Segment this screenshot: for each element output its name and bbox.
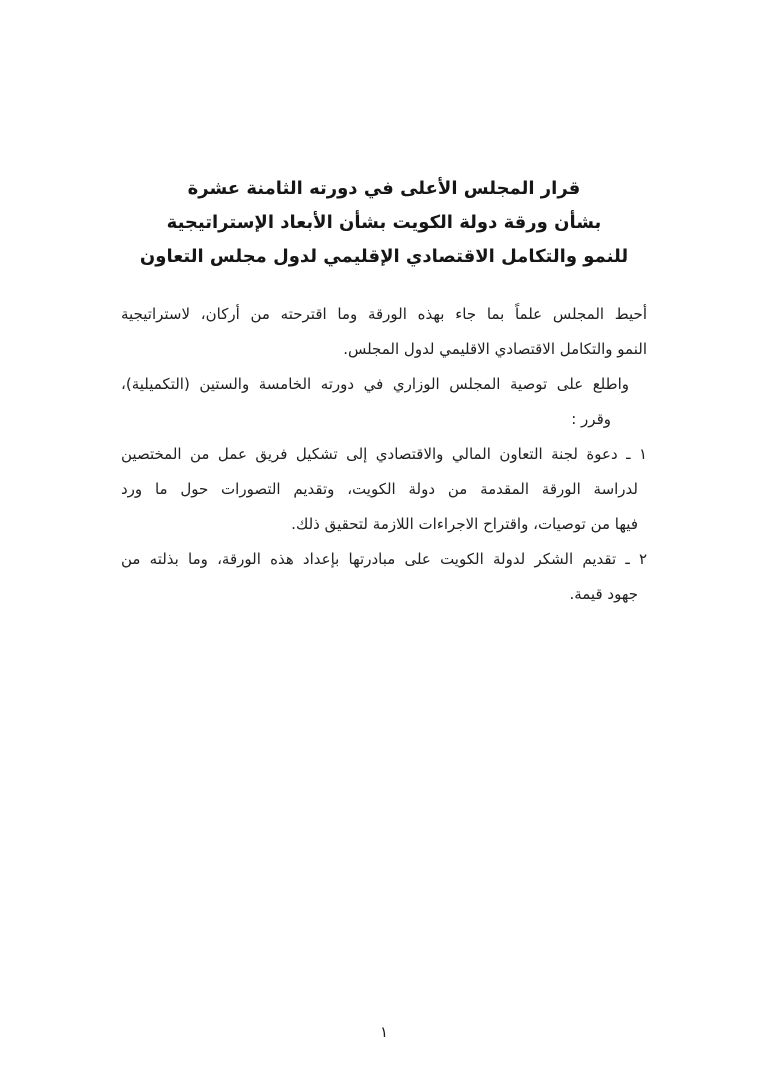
item-2-line-2: جهود قيمة. — [569, 585, 638, 603]
paragraph-2-line-1: واطلع على توصية المجلس الوزاري في دورته الخامسة والستين (التكميلية)، — [121, 375, 629, 393]
decree-title — [0, 172, 768, 274]
paragraph-1-line-1: أحيط المجلس علماً بما جاء بهذه الورقة وما اقترحته من أركان، لاستراتيجية — [121, 305, 647, 323]
decision-word: وقرر : — [571, 410, 611, 428]
page-number: ١ — [379, 1023, 389, 1041]
item-2-line-1: ٢ ـ تقديم الشكر لدولة الكويت على مبادرتها بإعداد هذه الورقة، وما بذلته من — [121, 550, 647, 568]
item-1-line-1: ١ ـ دعوة لجنة التعاون المالي والاقتصادي إلى تشكيل فريق عمل من المختصين — [121, 445, 647, 463]
item-1-line-2: لدراسة الورقة المقدمة من دولة الكويت، وتقديم التصورات حول ما ورد — [121, 480, 638, 498]
title-line-1: قرار المجلس الأعلى في دورته الثامنة عشرة — [187, 178, 581, 199]
title-line-3: للنمو والتكامل الاقتصادي الإقليمي لدول مجلس التعاون — [139, 246, 629, 267]
decree-body — [121, 297, 647, 612]
item-1-line-3: فيها من توصيات، واقتراح الاجراءات اللازمة لتحقيق ذلك. — [291, 515, 638, 533]
paragraph-1-line-2: النمو والتكامل الاقتصادي الاقليمي لدول المجلس. — [343, 340, 647, 358]
title-line-2: بشأن ورقة دولة الكويت بشأن الأبعاد الإستراتيجية — [166, 212, 602, 233]
